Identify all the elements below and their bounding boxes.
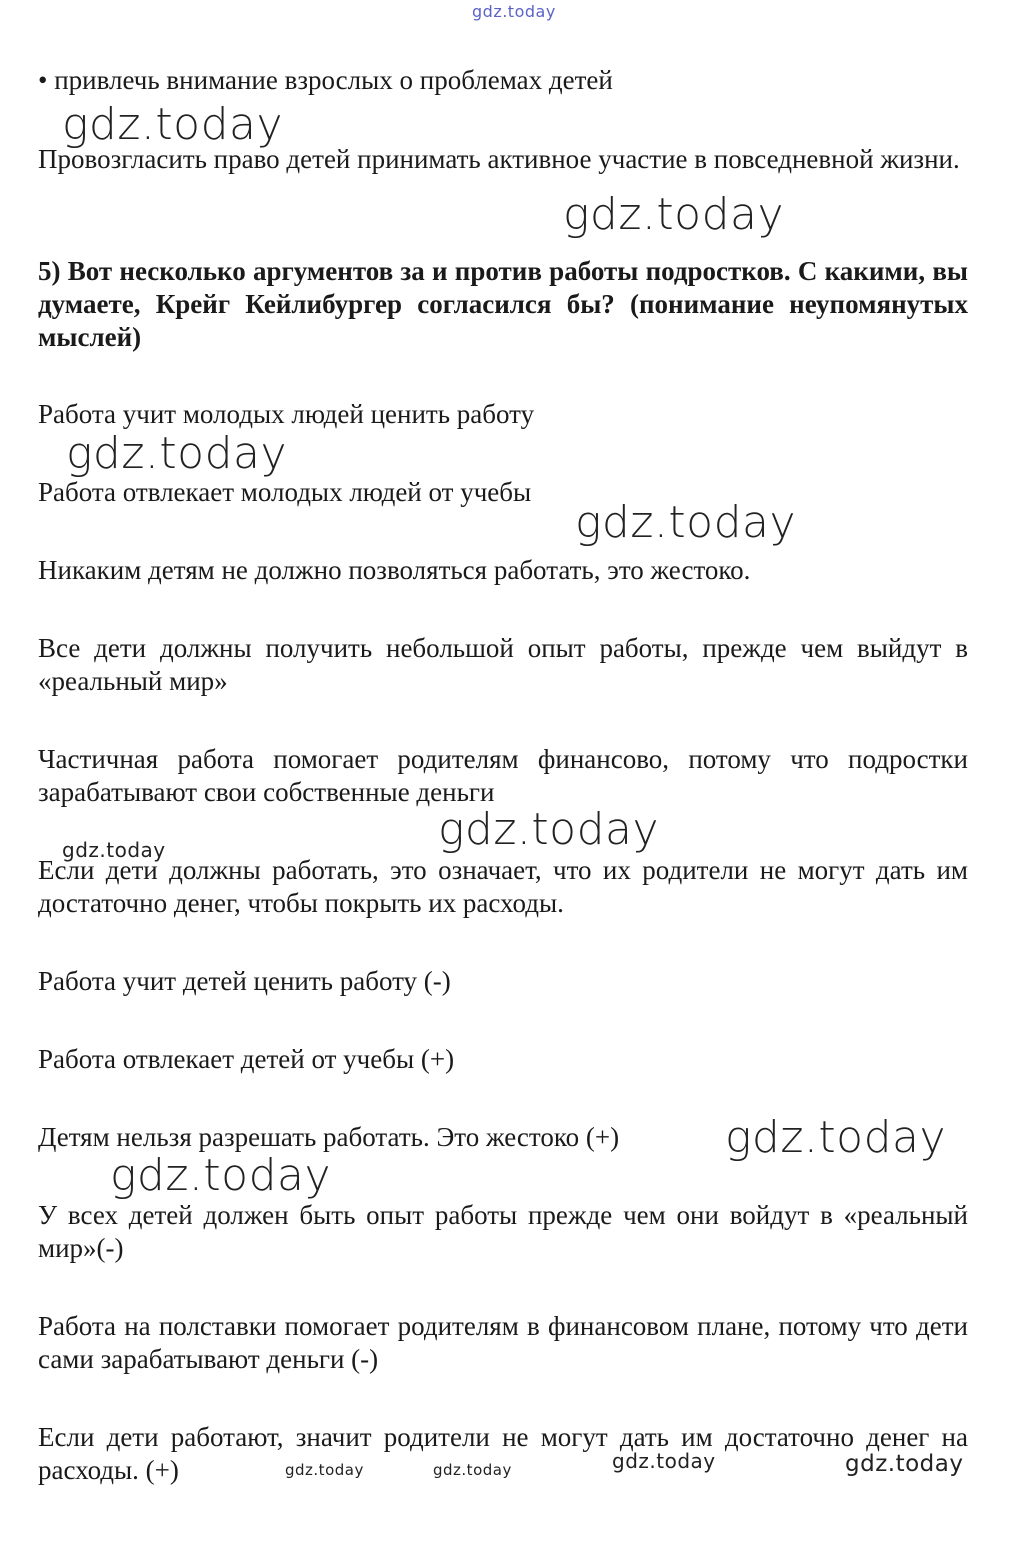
watermark: gdz.today — [66, 428, 288, 479]
answer-item: У всех детей должен быть опыт работы прежде чем они войдут в «реальный мир»(-) — [38, 1200, 968, 1263]
watermark-small: gdz.today — [845, 1451, 964, 1477]
watermark: gdz.today — [563, 189, 785, 240]
watermark: gdz.today — [438, 804, 660, 855]
answer-item: Работа на полставки помогает родителям в финансовом плане, потому что дети сами зарабатывают деньги (-) — [38, 1311, 968, 1374]
answer-item: Работа отвлекает детей от учебы (+) — [38, 1044, 455, 1074]
watermark: gdz.today — [62, 99, 284, 150]
watermark: gdz.today — [575, 497, 797, 548]
answer-item: Работа учит детей ценить работу (-) — [38, 966, 451, 996]
proclaim-paragraph: Провозгласить право детей принимать активное участие в повседневной жизни. — [38, 144, 960, 174]
watermark-top: gdz.today — [472, 2, 556, 21]
question-heading: 5) Вот несколько аргументов за и против работы подростков. С какими, вы думаете, Крейг Кейлибургер согласился бы? (понимание неупомянутых мыслей) — [38, 256, 968, 352]
watermark: gdz.today — [725, 1112, 947, 1163]
argument-item: Работа отвлекает молодых людей от учебы — [38, 477, 532, 507]
watermark-small: gdz.today — [285, 1461, 364, 1479]
answer-item: Детям нельзя разрешать работать. Это жестоко (+) — [38, 1122, 620, 1152]
argument-item: Частичная работа помогает родителям финансово, потому что подростки зарабатывают свои собственные деньги — [38, 744, 968, 807]
bullet-line: • привлечь внимание взрослых о проблемах детей — [38, 65, 613, 95]
answer-item: Если дети работают, значит родители не могут дать им достаточно денег на расходы. (+) — [38, 1422, 968, 1485]
watermark-small: gdz.today — [62, 838, 166, 862]
argument-item: Никаким детям не должно позволяться работать, это жестоко. — [38, 555, 751, 585]
watermark-small: gdz.today — [433, 1461, 512, 1479]
watermark: gdz.today — [110, 1150, 332, 1201]
watermark-small: gdz.today — [612, 1449, 716, 1473]
argument-item: Если дети должны работать, это означает, что их родители не могут дать им достаточно денег, чтобы покрыть их расходы. — [38, 855, 968, 918]
argument-item: Работа учит молодых людей ценить работу — [38, 399, 535, 429]
argument-item: Все дети должны получить небольшой опыт работы, прежде чем выйдут в «реальный мир» — [38, 633, 968, 696]
